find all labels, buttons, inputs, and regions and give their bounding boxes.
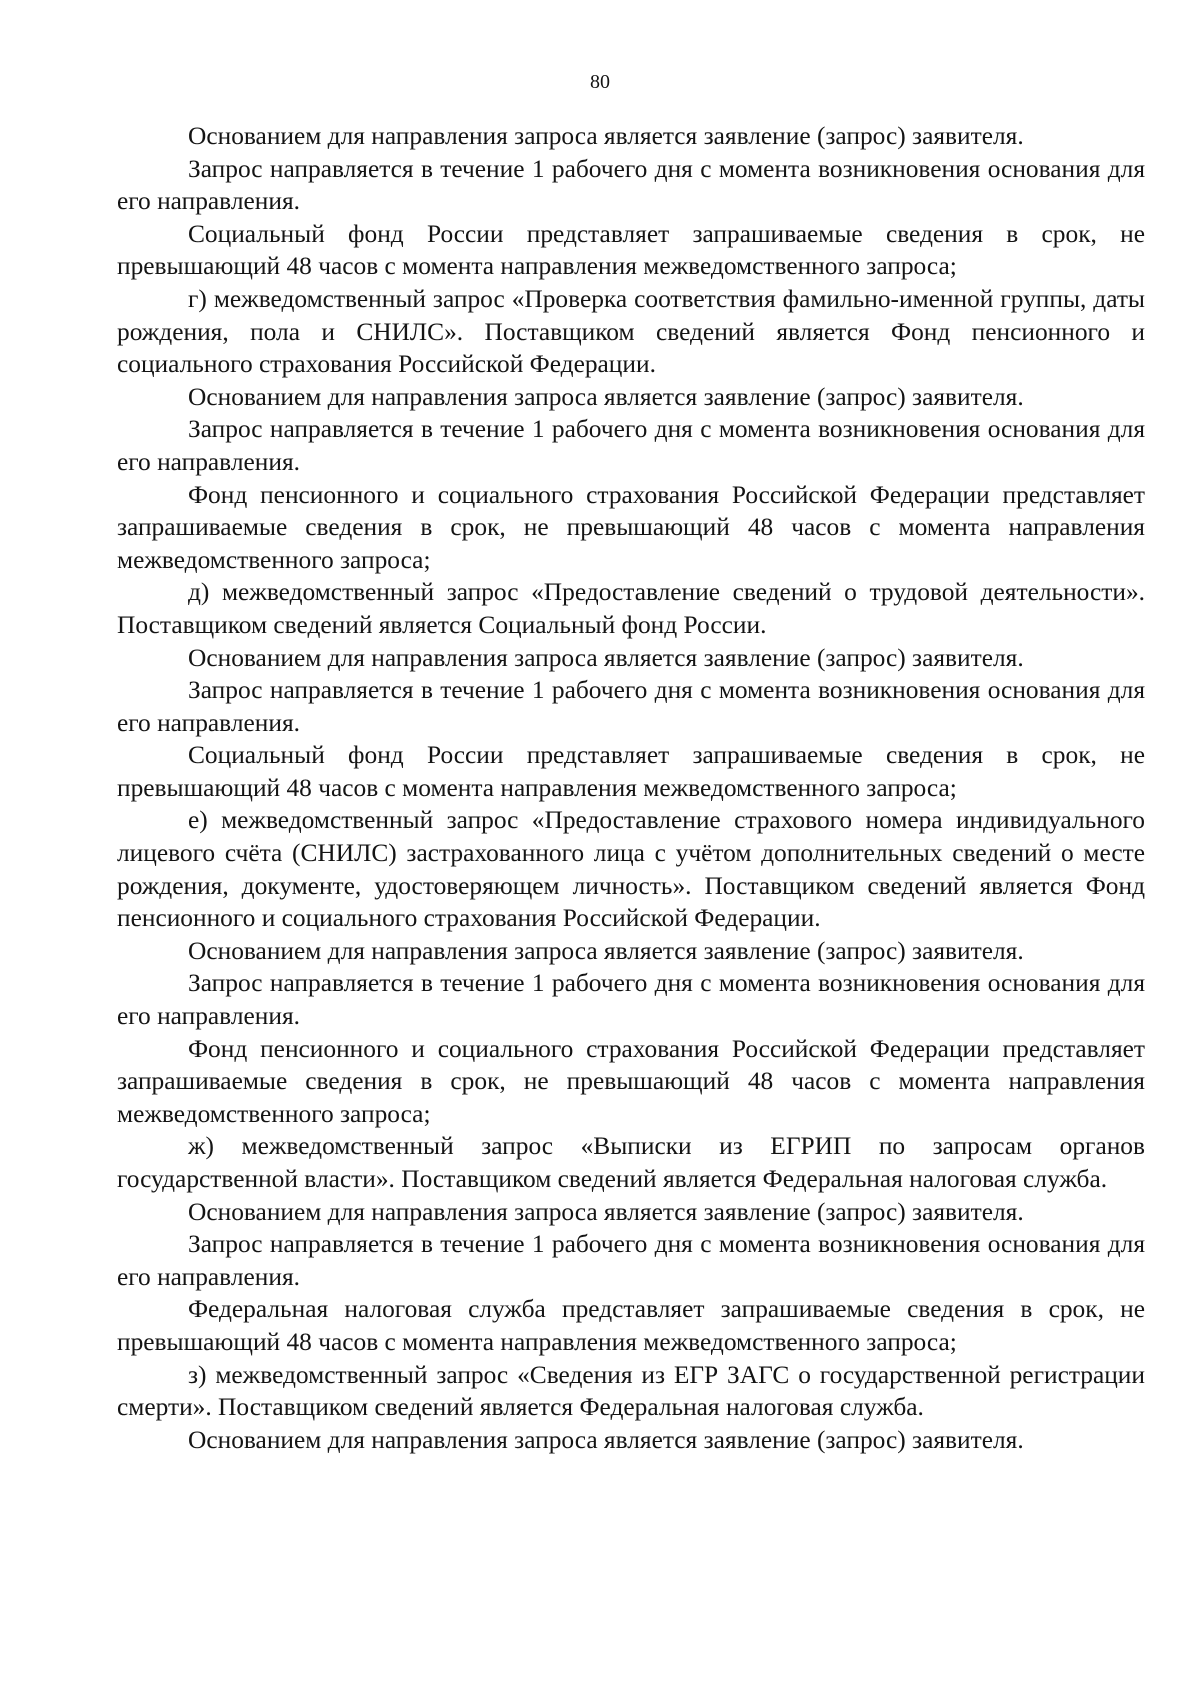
paragraph: Запрос направляется в течение 1 рабочего дня с момента возникновения основания для его направления. bbox=[117, 1230, 1145, 1291]
paragraph: Социальный фонд России представляет запрашиваемые сведения в срок, не превышающий 48 часов с момента направления межведомственного запроса; bbox=[117, 219, 1145, 281]
paragraph: Федеральная налоговая служба представляет запрашиваемые сведения в срок, не превышающий 48 часов с момента направления межведомственного запроса; bbox=[117, 1295, 1145, 1356]
paragraph: Запрос направляется в течение 1 рабочего дня с момента возникновения основания для его направления. bbox=[117, 154, 1145, 216]
paragraph: е) межведомственный запрос «Предоставление страхового номера индивидуального лицевого счёта (СНИЛС) застрахованного лица с учётом дополнительных сведений о месте рождения, документе, удостоверяющем личность». Поставщиком сведений является Фонд пенсионного и социального страхования Российской Федерации. bbox=[117, 806, 1145, 933]
paragraph: Основанием для направления запроса является заявление (запрос) заявителя. bbox=[188, 643, 1024, 672]
paragraph: Основанием для направления запроса является заявление (запрос) заявителя. bbox=[188, 122, 1024, 150]
paragraph: Основанием для направления запроса является заявление (запрос) заявителя. bbox=[188, 382, 1024, 411]
paragraph: Фонд пенсионного и социального страхования Российской Федерации представляет запрашиваемые сведения в срок, не превышающий 48 часов с момента направления межведомственного запроса; bbox=[117, 1034, 1145, 1128]
paragraph: Социальный фонд России представляет запрашиваемые сведения в срок, не превышающий 48 часов с момента направления межведомственного запроса; bbox=[117, 741, 1145, 802]
page-number: 80 bbox=[590, 71, 610, 93]
paragraph: Основанием для направления запроса является заявление (запрос) заявителя. bbox=[188, 936, 1024, 965]
paragraph: Основанием для направления запроса является заявление (запрос) заявителя. bbox=[188, 1197, 1024, 1226]
paragraph: Запрос направляется в течение 1 рабочего дня с момента возникновения основания для его направления. bbox=[117, 969, 1145, 1031]
paragraph: Основанием для направления запроса является заявление (запрос) заявителя. bbox=[188, 1425, 1024, 1454]
paragraph: Запрос направляется в течение 1 рабочего дня с момента возникновения основания для его направления. bbox=[117, 415, 1145, 476]
paragraph: з) межведомственный запрос «Сведения из ЕГР ЗАГС о государственной регистрации смерти». Поставщиком сведений является Федеральная налоговая служба. bbox=[117, 1360, 1145, 1422]
paragraph: д) межведомственный запрос «Предоставление сведений о трудовой деятельности». Поставщиком сведений является Социальный фонд России. bbox=[117, 578, 1145, 639]
paragraph: г) межведомственный запрос «Проверка соответствия фамильно-именной группы, даты рождения, пола и СНИЛС». Поставщиком сведений является Фонд пенсионного и социального страхования Российской Федерации. bbox=[117, 284, 1145, 379]
paragraph: Запрос направляется в течение 1 рабочего дня с момента возникновения основания для его направления. bbox=[117, 676, 1145, 737]
paragraph: ж) межведомственный запрос «Выписки из ЕГРИП по запросам органов государственной власти». Поставщиком сведений является Федеральная налоговая служба. bbox=[117, 1132, 1145, 1193]
paragraph: Фонд пенсионного и социального страхования Российской Федерации представляет запрашиваемые сведения в срок, не превышающий 48 часов с момента направления межведомственного запроса; bbox=[117, 480, 1145, 574]
document-body bbox=[117, 120, 1145, 1456]
